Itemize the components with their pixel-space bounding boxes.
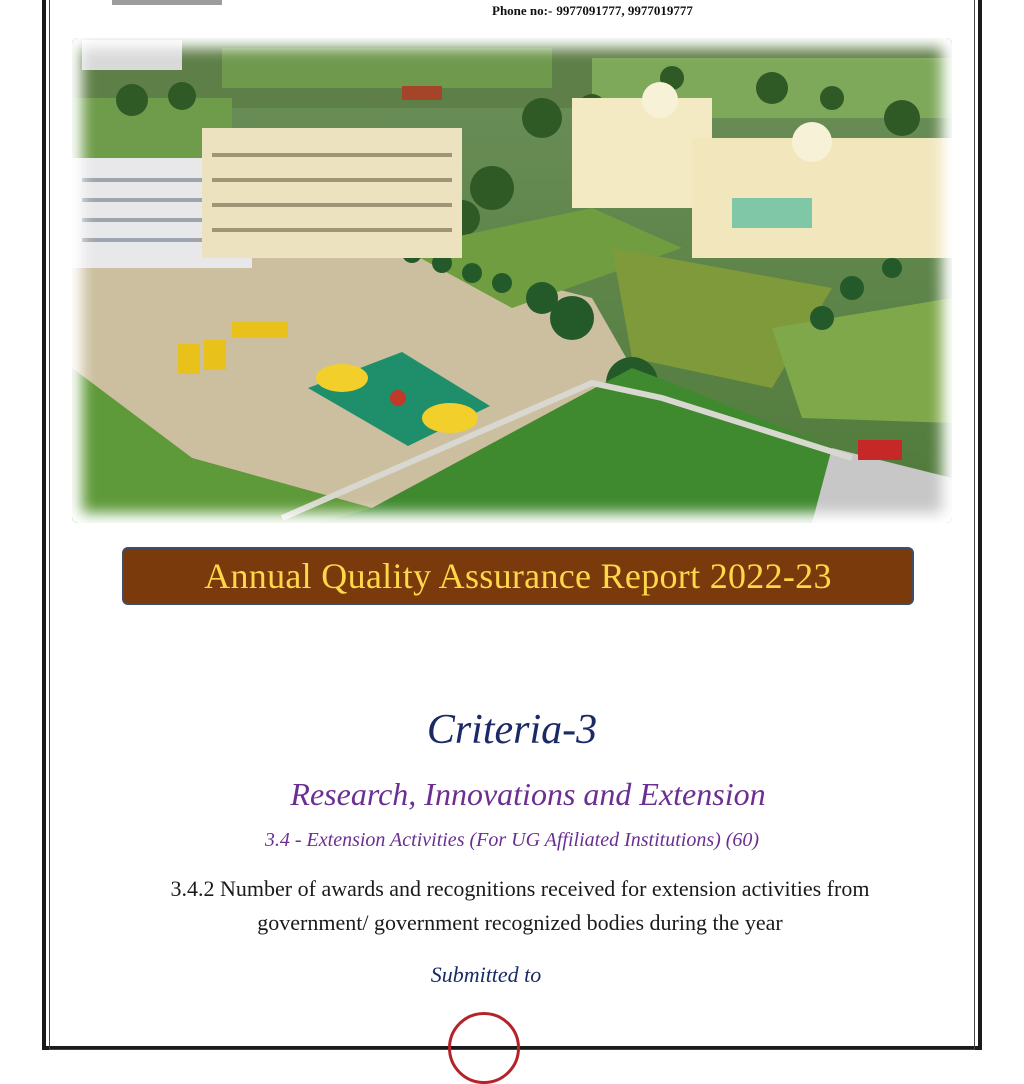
metric-heading: 3.4 - Extension Activities (For UG Affiliated Institutions) (60) [264, 829, 760, 851]
phone-numbers [492, 3, 693, 19]
description-line-2: government/ government recognized bodies during the year [257, 910, 783, 935]
phone-value: 9977091777, 9977019777 [556, 3, 693, 18]
campus-aerial-photo [72, 38, 952, 523]
report-title: Annual Quality Assurance Report 2022-23 [204, 556, 832, 596]
submitted-to-label: Submitted to [430, 962, 542, 987]
institution-logo [112, 0, 222, 4]
naac-seal-logo [448, 1012, 520, 1084]
phone-label: Phone no:- [492, 3, 553, 18]
criteria-subtitle: Research, Innovations and Extension [290, 776, 766, 812]
criteria-heading: Criteria-3 [426, 707, 598, 753]
metric-description [90, 872, 950, 940]
description-line-1: 3.4.2 Number of awards and recognitions received for extension activities from [170, 876, 870, 901]
report-title-banner [122, 547, 914, 605]
